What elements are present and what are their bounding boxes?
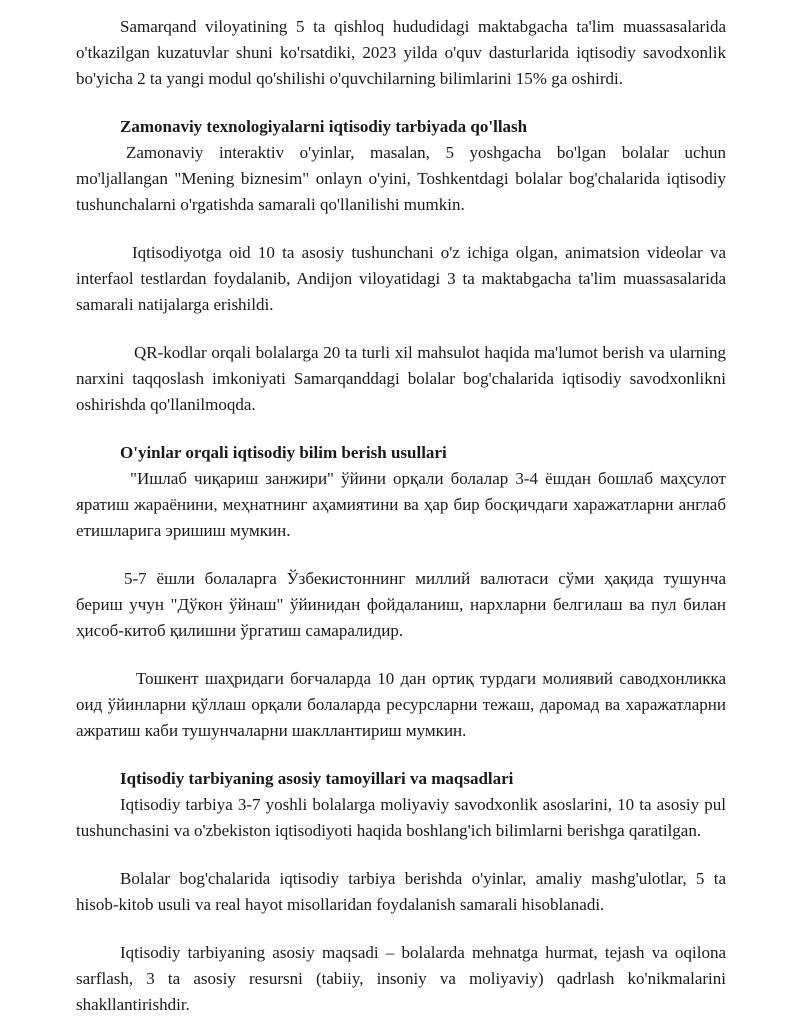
section-heading: Zamonaviy texnologiyalarni iqtisodiy tarbiyada qo'llash (120, 117, 528, 136)
section-modern-technologies (76, 114, 726, 418)
section-game-methods (76, 440, 726, 744)
section-heading: Iqtisodiy tarbiyaning asosiy tamoyillari va maqsadlari (120, 769, 514, 788)
paragraph: Zamonaviy interaktiv o'yinlar, masalan, 5 yoshgacha bo'lgan bolalar uchun mo'ljallangan "Mening biznesim" onlayn o'yini, Toshkentdagi bolalar bog'chalarida iqtisodiy tushunchalarni o'rgatishda samarali qo'llanilishi mumkin. (76, 143, 726, 214)
paragraph: Iqtisodiy tarbiya 3-7 yoshli bolalarga moliyaviy savodxonlik asoslarini, 10 ta asosiy pul tushunchasini va o'zbekiston iqtisodiyoti haqida boshlang'ich bilimlarni berishga qaratilgan. (76, 795, 726, 840)
paragraph: Iqtisodiyotga oid 10 ta asosiy tushunchani o'z ichiga olgan, animatsion videolar va interfaol testlardan foydalanib, Andijon viloyatidagi 3 ta maktabgacha ta'lim muassasalarida samarali natijalarga erishildi. (76, 243, 726, 314)
section-principles (76, 766, 726, 1018)
paragraph: Тошкент шаҳридаги боғчаларда 10 дан ортиқ турдаги молиявий саводхонликка оид ўйинларни қўллаш орқали болаларда ресурсларни тежаш, даромад ва харажатларни ажратиш каби тушунчаларни шакллантириш мумкин. (76, 669, 726, 740)
section-heading: O'yinlar orqali iqtisodiy bilim berish usullari (120, 443, 447, 462)
paragraph: Samarqand viloyatining 5 ta qishloq hududidagi maktabgacha ta'lim muassasalarida o'tkazilgan kuzatuvlar shuni ko'rsatdiki, 2023 yilda o'quv dasturlarida iqtisodiy savodxonlik bo'yicha 2 ta yangi modul qo'shilishi o'quvchilarning bilimlarini 15% ga oshirdi. (76, 17, 726, 88)
paragraph: "Ишлаб чиқариш занжири" ўйини орқали болалар 3-4 ёшдан бошлаб маҳсулот яратиш жараёнини, меҳнатнинг аҳамиятини ва ҳар бир босқичдаги харажатларни англаб етишларига эришиш мумкин. (76, 469, 726, 540)
paragraph: Iqtisodiy tarbiyaning asosiy maqsadi – bolalarda mehnatga hurmat, tejash va oqilona sarflash, 3 ta asosiy resursni (tabiiy, insoniy va moliyaviy) qadrlash ko'nikmalarini shakllantirishdir. (76, 943, 726, 1014)
section-intro (76, 14, 726, 92)
paragraph: Bolalar bog'chalarida iqtisodiy tarbiya berishda o'yinlar, amaliy mashg'ulotlar, 5 ta hisob-kitob usuli va real hayot misollaridan foydalanish samarali hisoblanadi. (76, 869, 726, 914)
document-page (76, 14, 726, 1018)
paragraph: 5-7 ёшли болаларга Ўзбекистоннинг миллий валютаси сўми ҳақида тушунча бериш учун "Дўкон ўйнаш" ўйинидан фойдаланиш, нархларни белгилаш ва пул билан ҳисоб-китоб қилишни ўргатиш самаралидир. (76, 569, 726, 640)
paragraph: QR-kodlar orqali bolalarga 20 ta turli xil mahsulot haqida ma'lumot berish va ularning narxini taqqoslash imkoniyati Samarqanddagi bolalar bog'chalarida iqtisodiy savodxonlikni oshirishda qo'llanilmoqda. (76, 343, 726, 414)
